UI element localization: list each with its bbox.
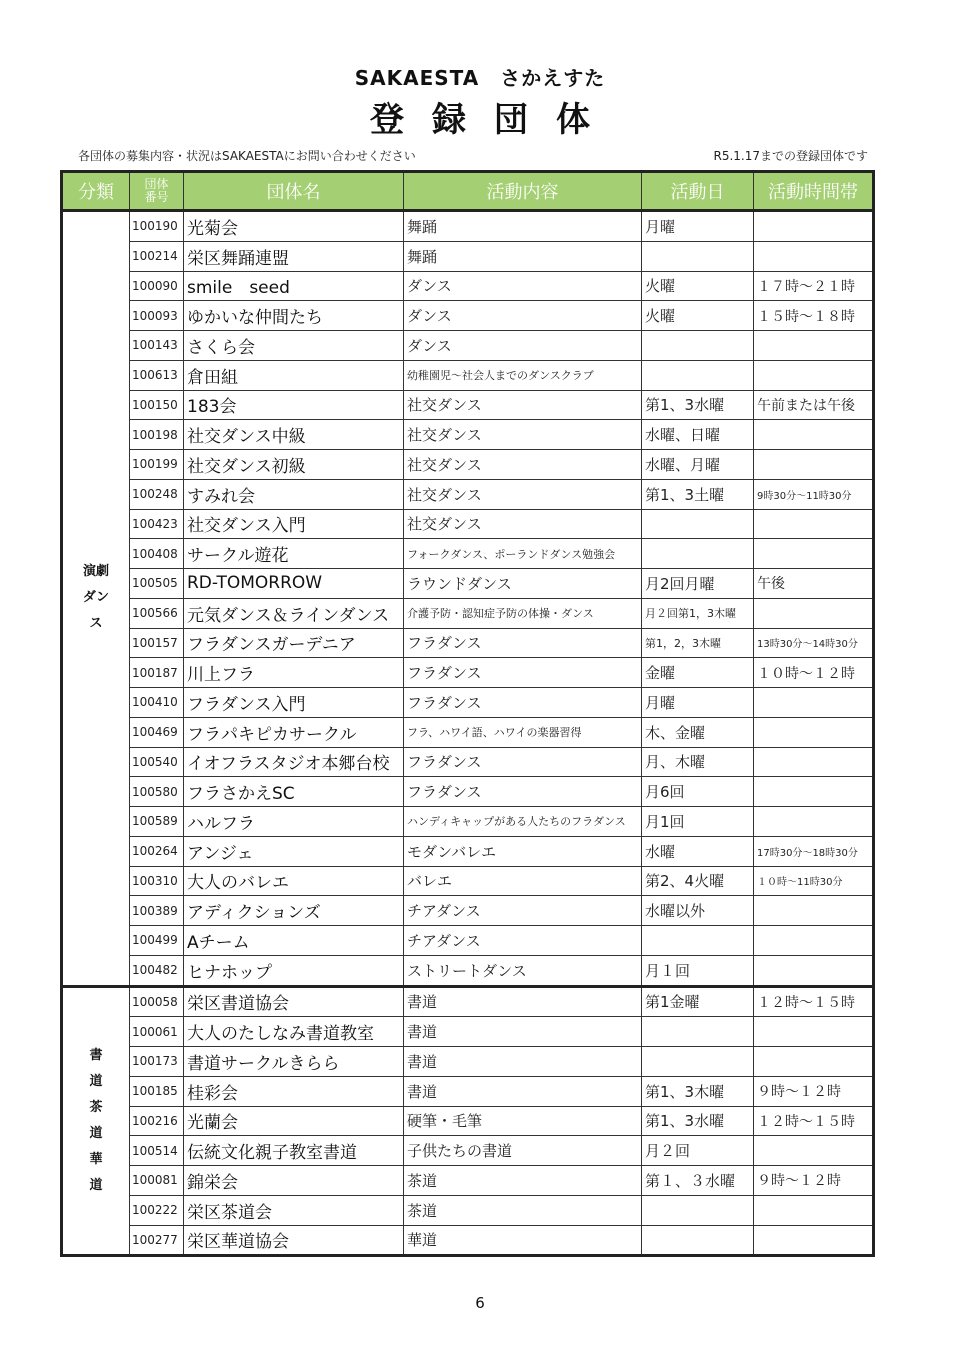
activity: 硬筆・毛筆: [404, 1106, 642, 1136]
table-row: [62, 1047, 874, 1077]
group-number: 100408: [130, 539, 184, 569]
group-name: すみれ会: [184, 479, 404, 509]
group-name: 栄区書道協会: [184, 986, 404, 1017]
activity-day: 月、木曜: [642, 747, 754, 777]
activity-time: １２時～１５時: [754, 1106, 874, 1136]
activity-day: [642, 539, 754, 569]
activity: 介護予防・認知症予防の体操・ダンス: [404, 598, 642, 628]
activity: フォークダンス、ポーランドダンス勉強会: [404, 539, 642, 569]
group-name: 光蘭会: [184, 1106, 404, 1136]
activity-time: [754, 1136, 874, 1166]
group-name: 栄区茶道会: [184, 1195, 404, 1225]
table-row: [62, 1225, 874, 1256]
group-name: 書道サークルきらら: [184, 1047, 404, 1077]
table-row: [62, 1195, 874, 1225]
activity: チアダンス: [404, 896, 642, 926]
activity-time: ９時～１２時: [754, 1166, 874, 1196]
activity: ストリートダンス: [404, 955, 642, 986]
group-number: 100264: [130, 836, 184, 866]
activity: 華道: [404, 1225, 642, 1256]
category-label: 演劇ダンス: [82, 564, 110, 632]
table-row: [62, 836, 874, 866]
activity-day: 第2、4火曜: [642, 866, 754, 896]
activity-time: [754, 1195, 874, 1225]
activity-time: [754, 896, 874, 926]
group-number: 100061: [130, 1017, 184, 1047]
category-cell: [62, 986, 130, 1256]
table-row: [62, 688, 874, 718]
group-number: 100389: [130, 896, 184, 926]
activity-time: [754, 450, 874, 480]
activity-day: [642, 926, 754, 956]
activity: 幼稚園児～社会人までのダンスクラブ: [404, 360, 642, 390]
activity-day: 月2回月曜: [642, 569, 754, 599]
table-row: [62, 539, 874, 569]
activity-day: 第1、3木曜: [642, 1076, 754, 1106]
table-row: [62, 569, 874, 599]
table-row: [62, 866, 874, 896]
activity: フラダンス: [404, 628, 642, 658]
inquiry-note: 各団体の募集内容・状況はSAKAESTAにお問い合わせください: [78, 149, 416, 163]
activity: フラ、ハワイ語、ハワイの楽器習得: [404, 717, 642, 747]
group-name: ハルフラ: [184, 807, 404, 837]
activity-time: [754, 807, 874, 837]
activity-day: 火曜: [642, 301, 754, 331]
col-header-category: 分類: [62, 172, 130, 211]
group-number: 100514: [130, 1136, 184, 1166]
table-row: [62, 450, 874, 480]
table-row: [62, 628, 874, 658]
activity-day: 月曜: [642, 211, 754, 242]
table-row: [62, 955, 874, 986]
activity: 茶道: [404, 1195, 642, 1225]
activity-day: 月２回: [642, 1136, 754, 1166]
activity: 舞踊: [404, 211, 642, 242]
table-row: [62, 777, 874, 807]
category-cell: [62, 211, 130, 987]
activity-time: [754, 331, 874, 361]
activity-day: 第1、3水曜: [642, 390, 754, 420]
activity-day: 月曜: [642, 688, 754, 718]
activity: チアダンス: [404, 926, 642, 956]
group-name: 桂彩会: [184, 1076, 404, 1106]
col-header-time: 活動時間帯: [754, 172, 874, 211]
group-number: 100157: [130, 628, 184, 658]
activity-time: 午後: [754, 569, 874, 599]
activity-time: １２時～１５時: [754, 986, 874, 1017]
activity-day: 第１、３水曜: [642, 1166, 754, 1196]
activity: ダンス: [404, 301, 642, 331]
group-name: 大人のたしなみ書道教室: [184, 1017, 404, 1047]
activity-time: 午前または午後: [754, 390, 874, 420]
group-name: 183会: [184, 390, 404, 420]
table-row: [62, 1136, 874, 1166]
activity-day: [642, 1017, 754, 1047]
activity-day: 第1、3土曜: [642, 479, 754, 509]
activity-time: [754, 1017, 874, 1047]
group-name: 栄区舞踊連盟: [184, 241, 404, 271]
table-row: [62, 1166, 874, 1196]
group-number: 100499: [130, 926, 184, 956]
table-row: [62, 747, 874, 777]
activity-time: [754, 1225, 874, 1256]
group-name: 倉田組: [184, 360, 404, 390]
group-number: 100093: [130, 301, 184, 331]
group-number: 100185: [130, 1076, 184, 1106]
activity-time: [754, 926, 874, 956]
activity-day: 第1，2，3木曜: [642, 628, 754, 658]
activity-time: [754, 241, 874, 271]
activity-day: 月２回第1，3木曜: [642, 598, 754, 628]
activity-time: [754, 509, 874, 539]
activity: 子供たちの書道: [404, 1136, 642, 1166]
activity-time: 9時30分～11時30分: [754, 479, 874, 509]
activity: 書道: [404, 986, 642, 1017]
group-name: フラダンス入門: [184, 688, 404, 718]
activity-day: [642, 1225, 754, 1256]
table-row: [62, 658, 874, 688]
group-number: 100190: [130, 211, 184, 242]
group-name: 社交ダンス中級: [184, 420, 404, 450]
activity: 茶道: [404, 1166, 642, 1196]
activity-day: 水曜: [642, 836, 754, 866]
group-name: 錦栄会: [184, 1166, 404, 1196]
table-header-row: [62, 172, 874, 211]
activity-time: １７時～２１時: [754, 271, 874, 301]
activity-day: 水曜以外: [642, 896, 754, 926]
activity-day: [642, 1047, 754, 1077]
group-number: 100410: [130, 688, 184, 718]
table-row: [62, 390, 874, 420]
activity: 社交ダンス: [404, 390, 642, 420]
col-header-number: [130, 172, 184, 211]
activity-time: [754, 777, 874, 807]
activity-day: 第1、3水曜: [642, 1106, 754, 1136]
activity-day: 月１回: [642, 955, 754, 986]
group-name: smile seed: [184, 271, 404, 301]
group-number: 100214: [130, 241, 184, 271]
page-number: 6: [475, 1294, 485, 1312]
table-row: [62, 598, 874, 628]
group-number: 100423: [130, 509, 184, 539]
table-row: [62, 986, 874, 1017]
group-number: 100090: [130, 271, 184, 301]
group-number: 100540: [130, 747, 184, 777]
activity-day: [642, 360, 754, 390]
groups-table: [60, 170, 875, 1257]
table-row: [62, 271, 874, 301]
group-name: イオフラスタジオ本郷台校: [184, 747, 404, 777]
activity: 社交ダンス: [404, 450, 642, 480]
activity-time: 13時30分～14時30分: [754, 628, 874, 658]
activity-time: [754, 211, 874, 242]
document-subtitle: 登録団体: [370, 100, 618, 140]
group-number: 100216: [130, 1106, 184, 1136]
activity: フラダンス: [404, 658, 642, 688]
category-label: 書道茶道華道: [89, 1047, 103, 1193]
activity-time: １５時～１８時: [754, 301, 874, 331]
activity: フラダンス: [404, 747, 642, 777]
group-number: 100589: [130, 807, 184, 837]
col-header-day: 活動日: [642, 172, 754, 211]
group-number: 100613: [130, 360, 184, 390]
group-name: アンジェ: [184, 836, 404, 866]
activity: 社交ダンス: [404, 479, 642, 509]
activity-day: 第1金曜: [642, 986, 754, 1017]
group-number: 100081: [130, 1166, 184, 1196]
group-name: 川上フラ: [184, 658, 404, 688]
group-name: 社交ダンス入門: [184, 509, 404, 539]
group-name: RD-TOMORROW: [184, 569, 404, 599]
group-name: Aチーム: [184, 926, 404, 956]
group-number: 100482: [130, 955, 184, 986]
group-number: 100143: [130, 331, 184, 361]
activity: 社交ダンス: [404, 509, 642, 539]
group-name: 大人のバレエ: [184, 866, 404, 896]
activity-time: [754, 955, 874, 986]
group-number: 100580: [130, 777, 184, 807]
activity-time: [754, 717, 874, 747]
group-number: 100058: [130, 986, 184, 1017]
col-header-activity: 活動内容: [404, 172, 642, 211]
group-name: 光菊会: [184, 211, 404, 242]
col-header-name: 団体名: [184, 172, 404, 211]
group-number: 100173: [130, 1047, 184, 1077]
group-name: ヒナホップ: [184, 955, 404, 986]
activity: 舞踊: [404, 241, 642, 271]
activity: ダンス: [404, 331, 642, 361]
group-name: アディクションズ: [184, 896, 404, 926]
activity-day: 水曜、日曜: [642, 420, 754, 450]
activity: フラダンス: [404, 688, 642, 718]
activity-day: [642, 1195, 754, 1225]
group-number: 100469: [130, 717, 184, 747]
group-number: 100199: [130, 450, 184, 480]
activity-day: 水曜、月曜: [642, 450, 754, 480]
table-row: [62, 479, 874, 509]
group-name: さくら会: [184, 331, 404, 361]
table-row: [62, 241, 874, 271]
group-name: フラダンスガーデニア: [184, 628, 404, 658]
group-name: ゆかいな仲間たち: [184, 301, 404, 331]
date-note: R5.1.17までの登録団体です: [713, 149, 868, 163]
activity-day: 月6回: [642, 777, 754, 807]
table-row: [62, 301, 874, 331]
activity-time: ９時～１２時: [754, 1076, 874, 1106]
activity: 書道: [404, 1017, 642, 1047]
table-row: [62, 360, 874, 390]
activity-day: 木、金曜: [642, 717, 754, 747]
group-name: 栄区華道協会: [184, 1225, 404, 1256]
table-row: [62, 926, 874, 956]
table-row: [62, 331, 874, 361]
activity: フラダンス: [404, 777, 642, 807]
activity-time: [754, 1047, 874, 1077]
group-number: 100310: [130, 866, 184, 896]
table-row: [62, 509, 874, 539]
group-name: 伝統文化親子教室書道: [184, 1136, 404, 1166]
activity-time: [754, 360, 874, 390]
table-row: [62, 1106, 874, 1136]
activity-day: [642, 331, 754, 361]
activity-time: １０時～11時30分: [754, 866, 874, 896]
activity-time: [754, 747, 874, 777]
col-header-number-text: 団体番号: [144, 177, 169, 204]
table-row: [62, 211, 874, 242]
group-number: 100277: [130, 1225, 184, 1256]
activity: 社交ダンス: [404, 420, 642, 450]
activity-time: 17時30分～18時30分: [754, 836, 874, 866]
activity-time: [754, 598, 874, 628]
group-number: 100505: [130, 569, 184, 599]
table-body: [62, 211, 874, 1256]
activity-time: １０時～１２時: [754, 658, 874, 688]
document-title: SAKAESTA さかえすた: [354, 66, 606, 90]
activity-day: [642, 509, 754, 539]
activity-day: 月1回: [642, 807, 754, 837]
group-name: サークル遊花: [184, 539, 404, 569]
group-name: フラさかえSC: [184, 777, 404, 807]
activity-day: 火曜: [642, 271, 754, 301]
group-number: 100150: [130, 390, 184, 420]
group-number: 100248: [130, 479, 184, 509]
activity: バレエ: [404, 866, 642, 896]
activity-time: [754, 688, 874, 718]
activity: 書道: [404, 1047, 642, 1077]
activity-time: [754, 539, 874, 569]
activity: モダンバレエ: [404, 836, 642, 866]
activity-day: 金曜: [642, 658, 754, 688]
table-row: [62, 807, 874, 837]
group-number: 100198: [130, 420, 184, 450]
table-row: [62, 420, 874, 450]
activity: ダンス: [404, 271, 642, 301]
activity-time: [754, 420, 874, 450]
group-number: 100187: [130, 658, 184, 688]
table-row: [62, 1017, 874, 1047]
activity: ラウンドダンス: [404, 569, 642, 599]
activity: 書道: [404, 1076, 642, 1106]
group-number: 100566: [130, 598, 184, 628]
table-row: [62, 896, 874, 926]
group-number: 100222: [130, 1195, 184, 1225]
table-row: [62, 717, 874, 747]
group-name: 元気ダンス＆ラインダンス: [184, 598, 404, 628]
activity: ハンディキャップがある人たちのフラダンス: [404, 807, 642, 837]
activity-day: [642, 241, 754, 271]
group-name: 社交ダンス初級: [184, 450, 404, 480]
table-row: [62, 1076, 874, 1106]
group-name: フラパキピカサークル: [184, 717, 404, 747]
